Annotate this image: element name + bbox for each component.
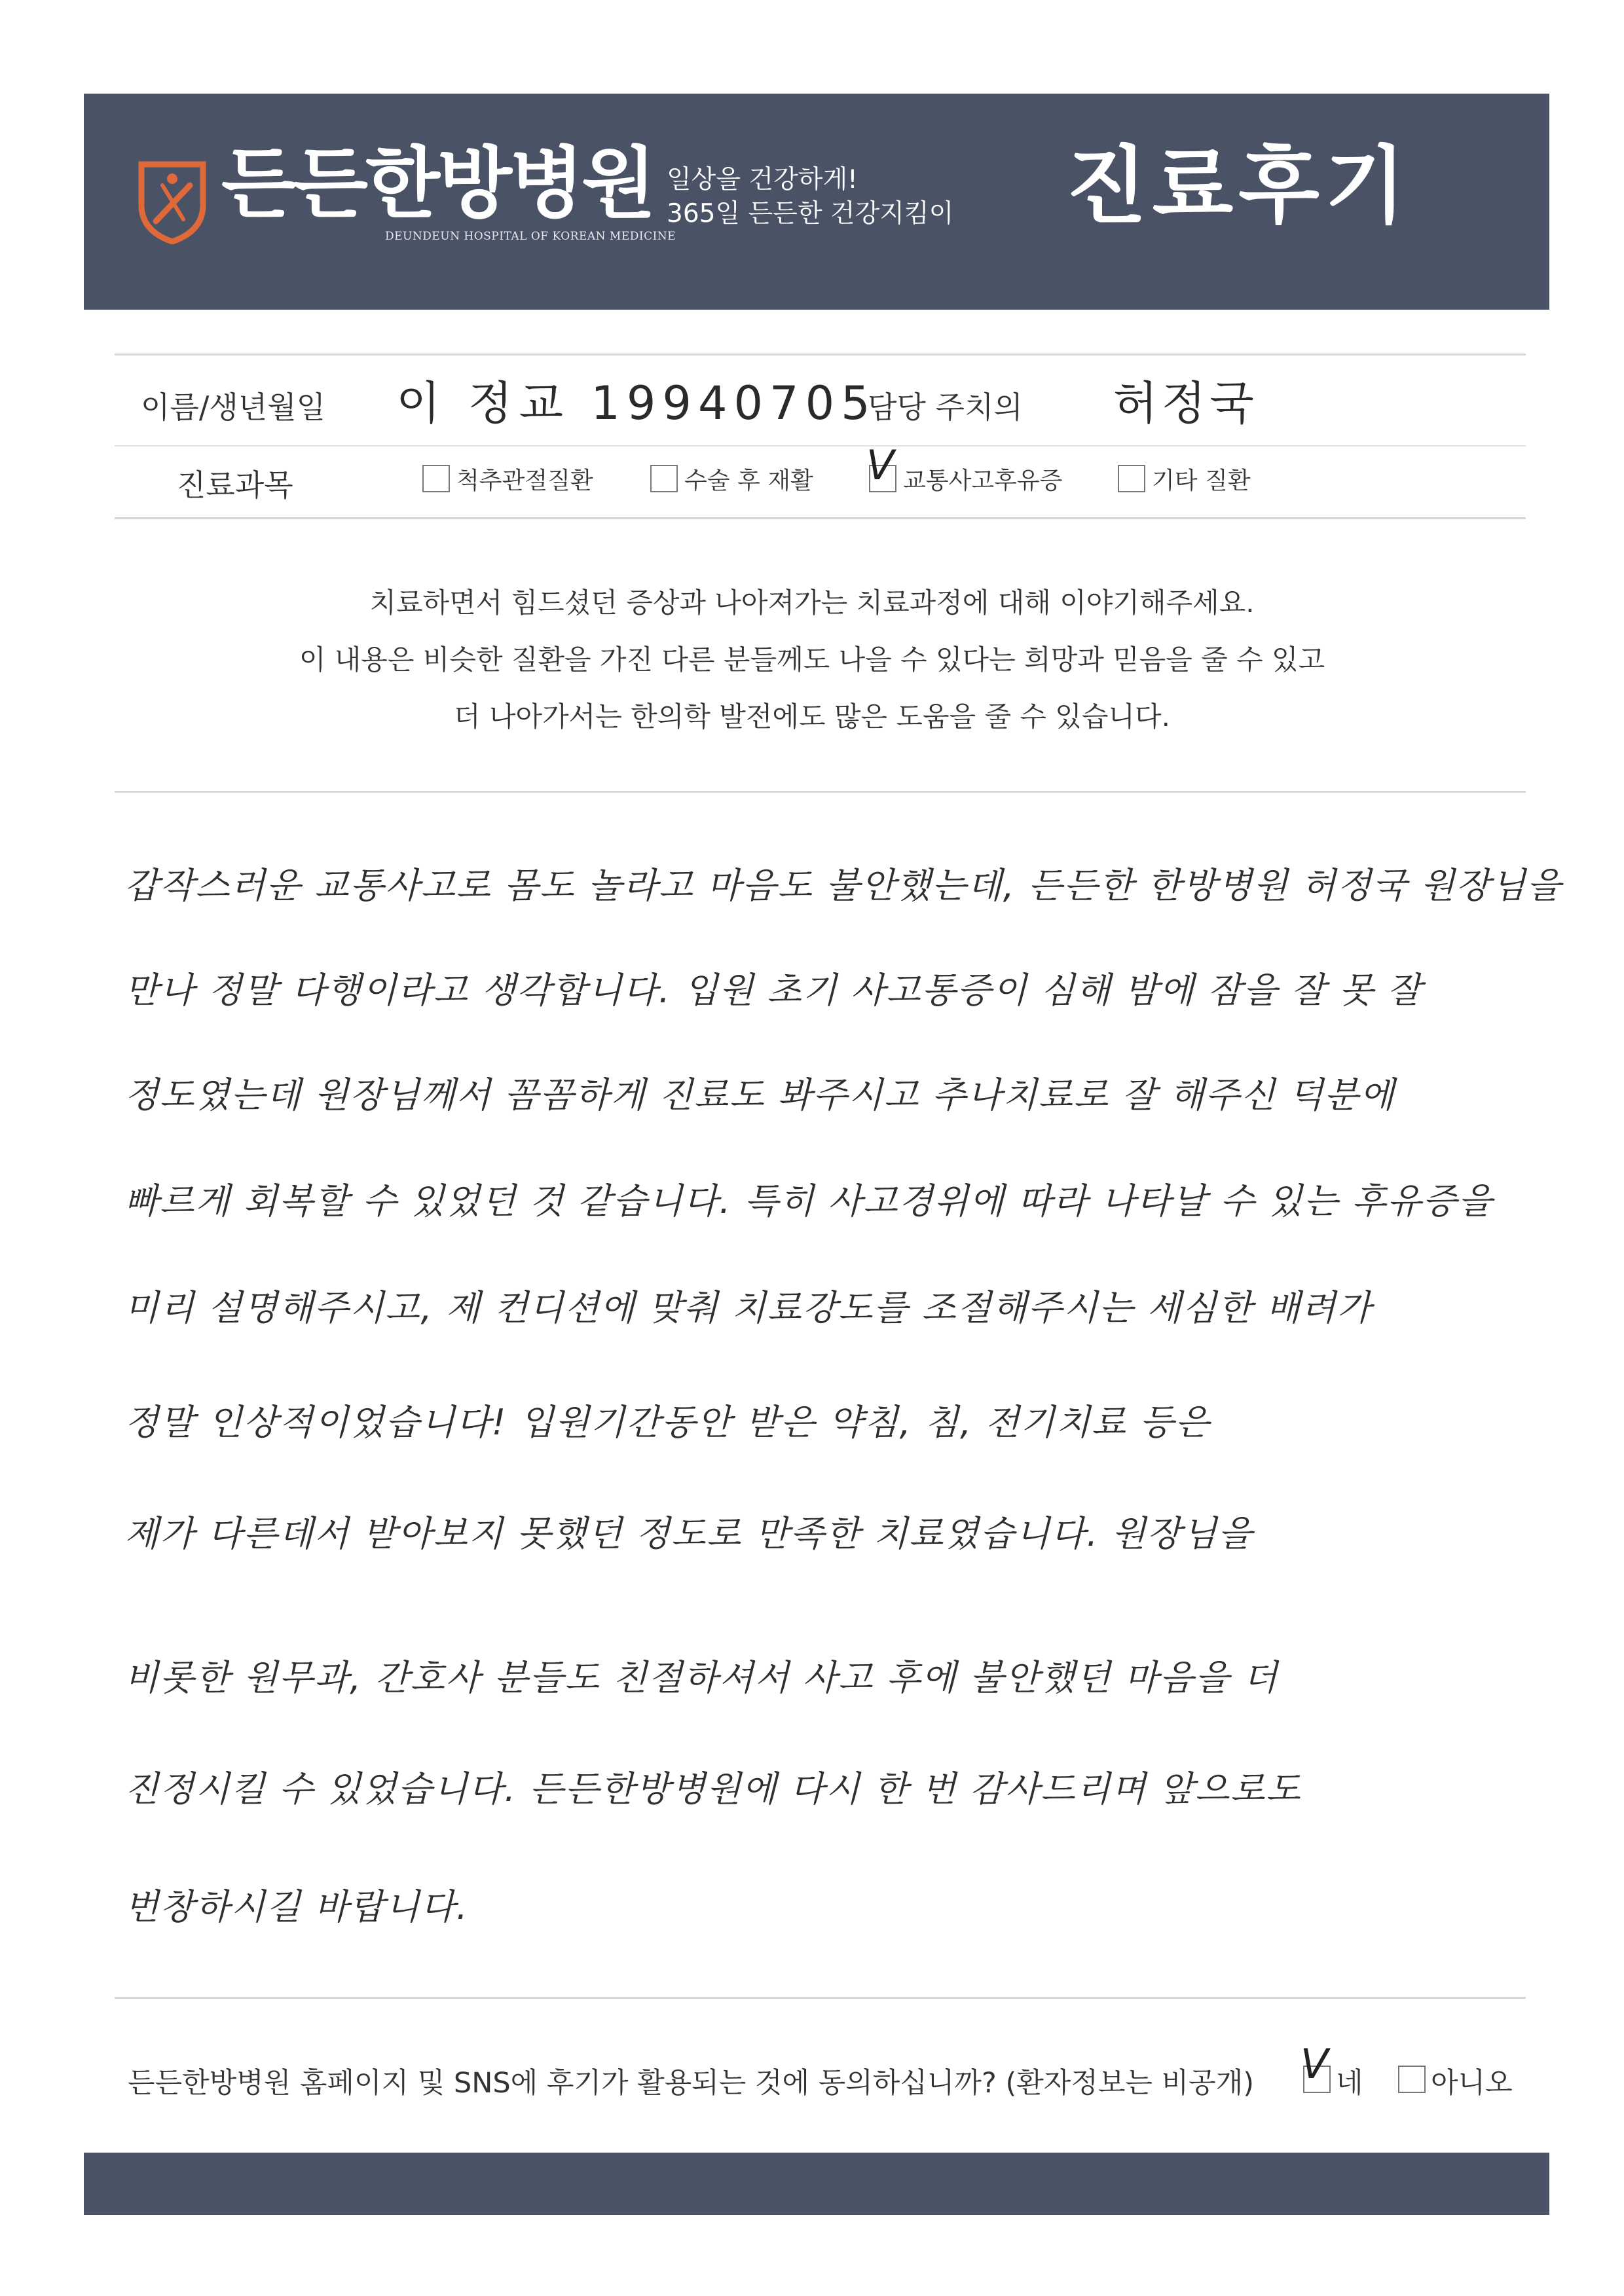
review-line: 진정시킬 수 있었습니다. 든든한방병원에 다시 한 번 감사드리며 앞으로도: [124, 1768, 1302, 1810]
consent-no-label: 아니오: [1431, 2067, 1513, 2100]
divider: [115, 354, 1526, 355]
check-mark-icon: V: [866, 441, 895, 489]
review-line: 미리 설명해주시고, 제 컨디션에 맞춰 치료강도를 조절해주시는 세심한 배려가: [124, 1287, 1373, 1328]
divider: [115, 1997, 1526, 1999]
review-line: 빠르게 회복할 수 있었던 것 같습니다. 특히 사고경위에 따라 나타날 수 있는 후유증을: [124, 1180, 1494, 1222]
department-checkbox-spine[interactable]: [422, 465, 450, 492]
department-label-rehab: 수술 후 재활: [684, 467, 813, 494]
review-line: 정말 인상적이었습니다! 입원기간동안 받은 약침, 침, 전기치료 등은: [124, 1402, 1211, 1443]
brand-name: 든든한방병원: [221, 138, 654, 228]
doctor-label: 담당 주치의: [868, 390, 1023, 425]
divider: [115, 445, 1526, 446]
divider: [115, 517, 1526, 519]
department-label: 진료과목: [177, 467, 293, 503]
slogan-line-2: 365일 든든한 건강지킴이: [667, 199, 954, 228]
consent-question: 든든한방병원 홈페이지 및 SNS에 후기가 활용되는 것에 동의하십니까? (환자정보는 비공개): [128, 2067, 1254, 2100]
footer-bar: [84, 2153, 1549, 2215]
doctor-value[interactable]: 허정국: [1113, 376, 1258, 430]
name-birth-label: 이름/생년월일: [141, 390, 326, 425]
review-line: 정도였는데 원장님께서 꼼꼼하게 진료도 봐주시고 추나치료로 잘 해주신 덕분에: [124, 1074, 1395, 1116]
review-line: 번창하시길 바랍니다.: [124, 1886, 469, 1927]
name-birth-value[interactable]: 이 정교 19940705: [396, 376, 877, 430]
department-checkbox-other[interactable]: [1118, 465, 1145, 492]
review-line: 만나 정말 다행이라고 생각합니다. 입원 초기 사고통증이 심해 밤에 잠을 잘 못 잘: [124, 970, 1423, 1011]
consent-no-checkbox[interactable]: [1398, 2066, 1426, 2093]
intro-line-2: 이 내용은 비슷한 질환을 가진 다른 분들께도 나을 수 있다는 희망과 믿음을 줄 수 있고: [299, 644, 1325, 676]
consent-yes-label: 네: [1336, 2067, 1363, 2100]
divider: [115, 791, 1526, 793]
hospital-logo-icon: [136, 159, 208, 244]
department-checkbox-rehab[interactable]: [650, 465, 678, 492]
intro-line-3: 더 나아가서는 한의학 발전에도 많은 도움을 줄 수 있습니다.: [454, 701, 1170, 733]
brand-english-name: DEUNDEUN HOSPITAL OF KOREAN MEDICINE: [385, 230, 676, 243]
department-label-traffic: 교통사고후유증: [903, 467, 1063, 494]
header-banner: [84, 94, 1549, 310]
check-mark-icon: V: [1301, 2040, 1329, 2088]
intro-line-1: 치료하면서 힘드셨던 증상과 나아져가는 치료과정에 대해 이야기해주세요.: [369, 587, 1255, 619]
department-label-other: 기타 질환: [1152, 467, 1251, 494]
review-line: 갑작스러운 교통사고로 몸도 놀라고 마음도 불안했는데, 든든한 한방병원 허정국 원장님을: [124, 865, 1562, 906]
review-line: 제가 다른데서 받아보지 못했던 정도로 만족한 치료였습니다. 원장님을: [124, 1513, 1254, 1554]
slogan-line-1: 일상을 건강하게!: [667, 165, 858, 194]
review-line: 비롯한 원무과, 간호사 분들도 친절하셔서 사고 후에 불안했던 마음을 더: [124, 1657, 1279, 1698]
page-title: 진료후기: [1066, 137, 1411, 235]
department-label-spine: 척추관절질환: [456, 467, 593, 494]
